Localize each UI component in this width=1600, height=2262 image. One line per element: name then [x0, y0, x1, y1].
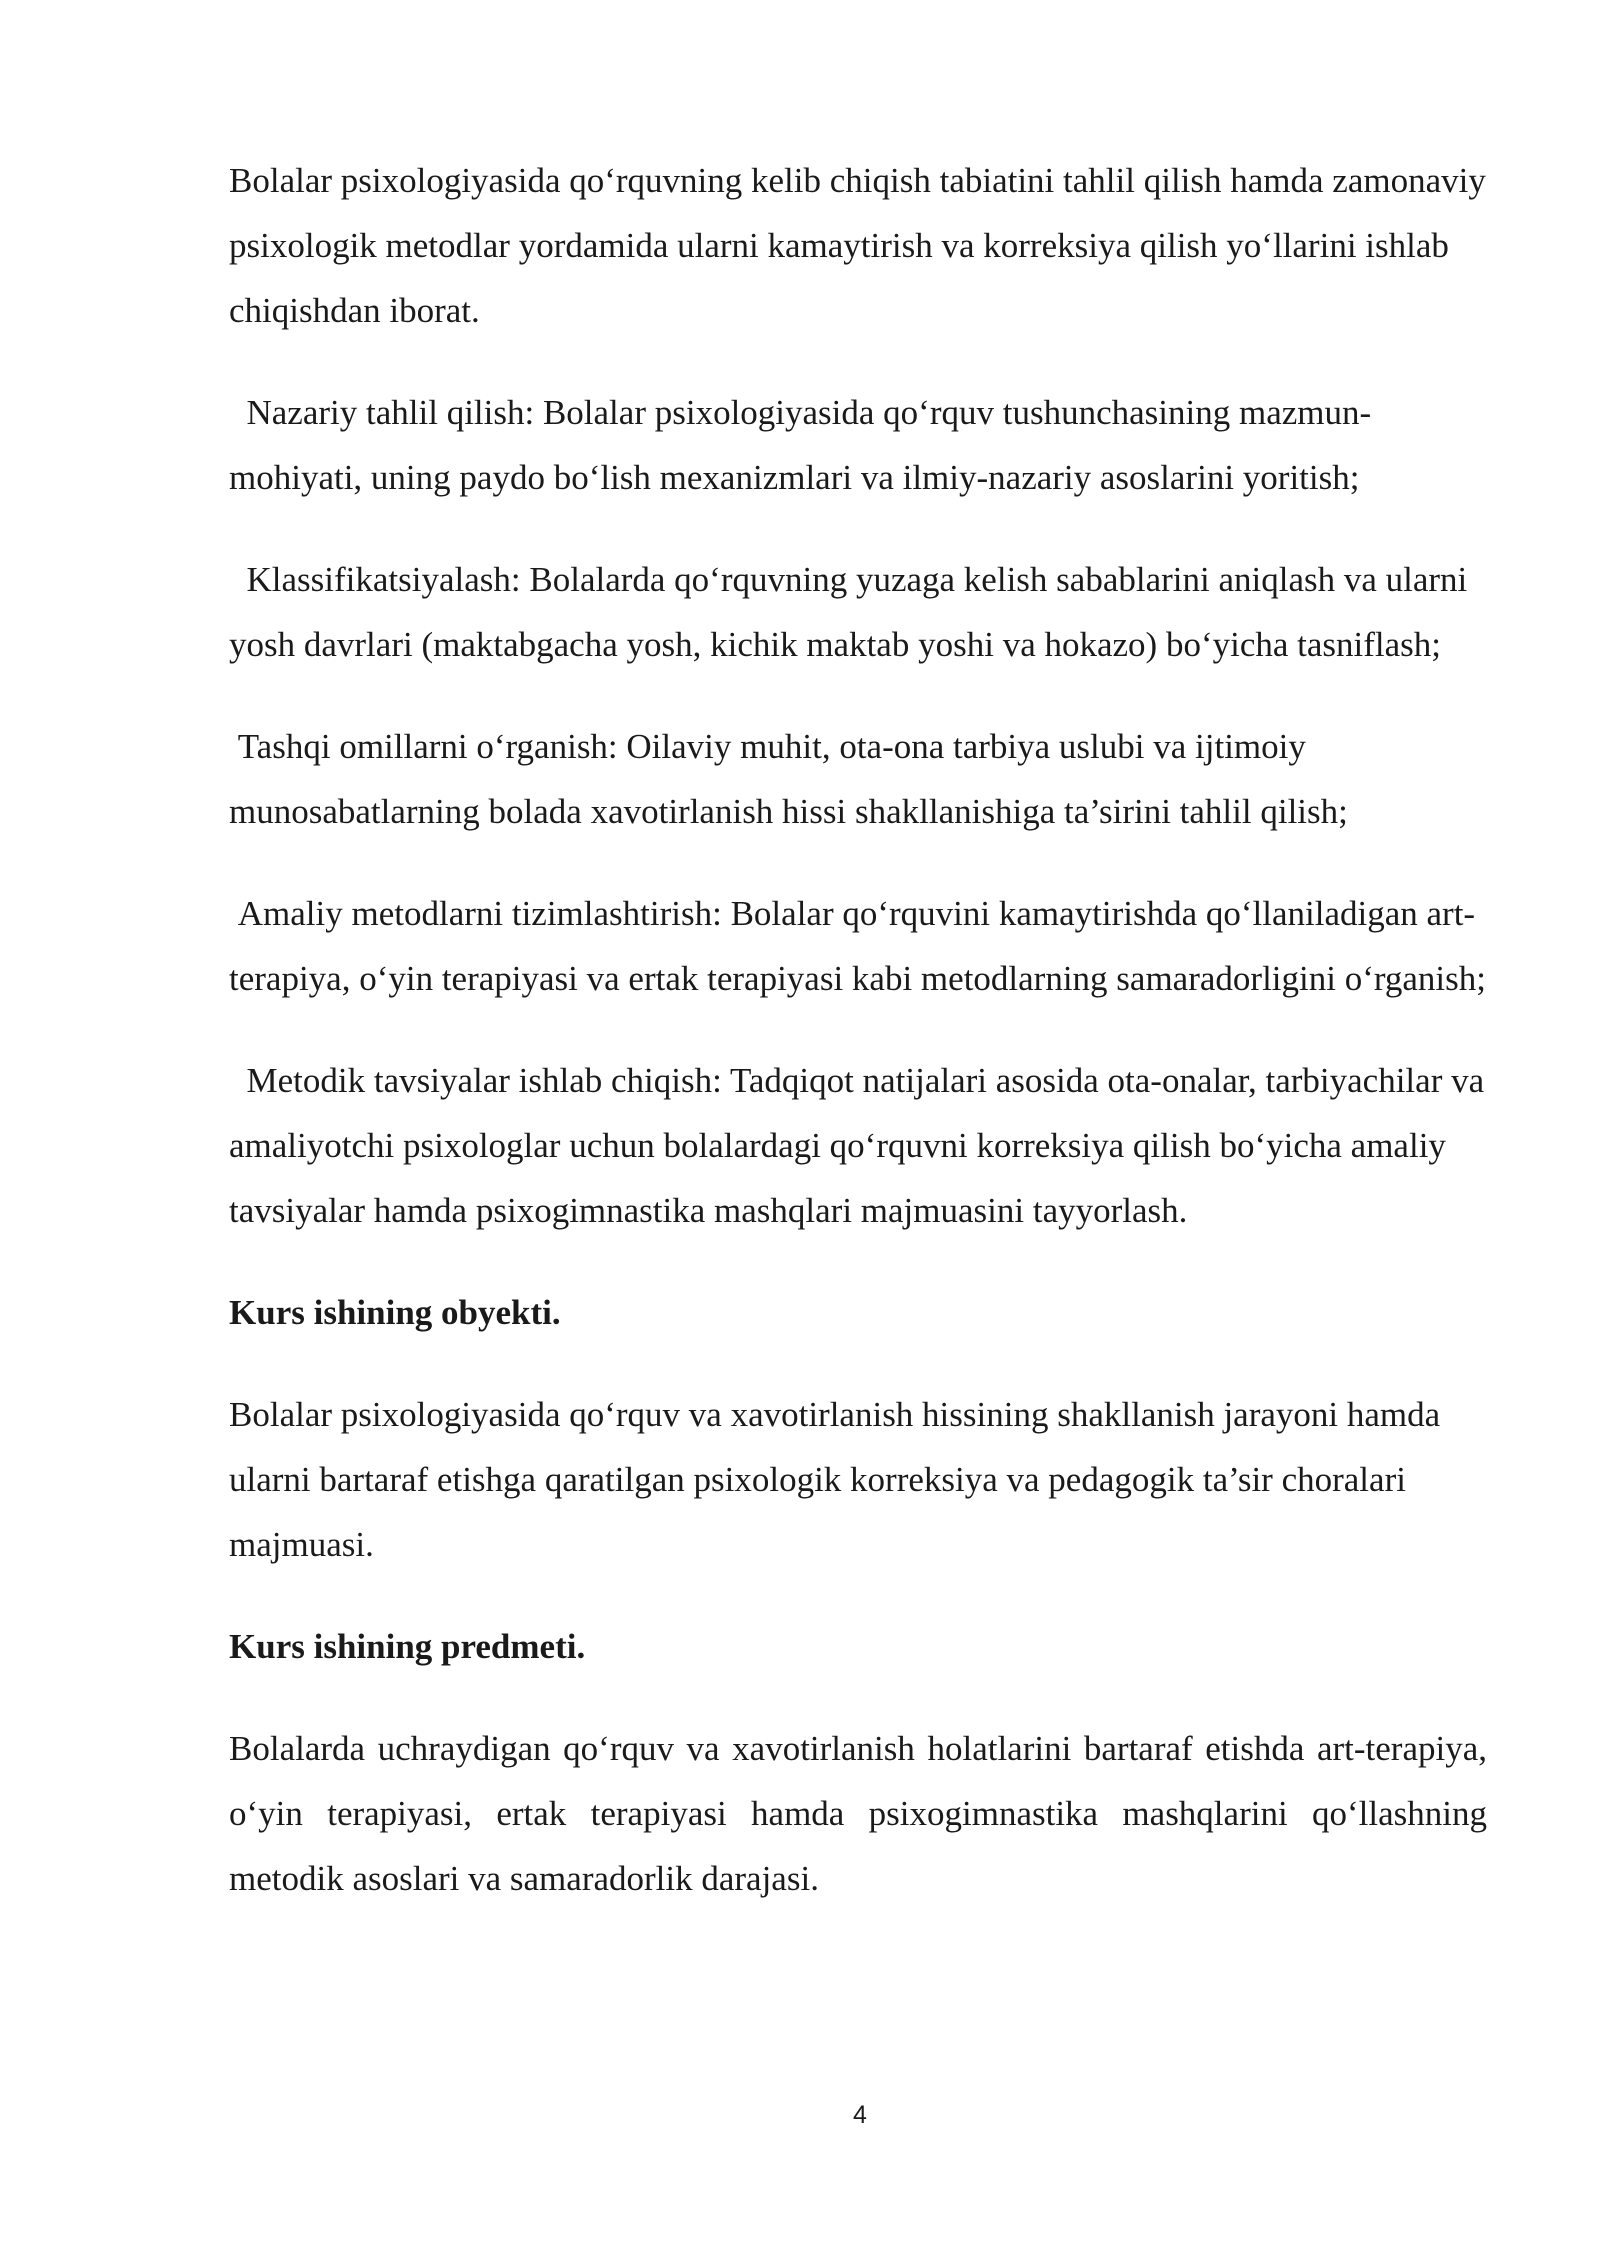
object-paragraph: Bolalar psixologiyasida qo‘rquv va xavotirlanish hissining shakllanish jarayoni hamda ularni bartaraf etishga qaratilgan psixologik korreksiya va pedagogik ta’sir choralari majmuasi.	[229, 1395, 1441, 1564]
task-methodical-recommendations: Metodik tavsiyalar ishlab chiqish: Tadqiqot natijalari asosida ota-onalar, tarbiyachilar va amaliyotchi psixologlar uchun bolalardagi qo‘rquvni korreksiya qilish bo‘yicha amaliy tavsiyalar hamda psixogimnastika mashqlari majmuasini tayyorlash.	[229, 1061, 1493, 1230]
page-content	[229, 148, 1493, 1948]
object-heading: Kurs ishining obyekti.	[229, 1293, 561, 1332]
task-classification: Klassifikatsiyalash: Bolalarda qo‘rquvning yuzaga kelish sabablarini aniqlash va ularni yosh davrlari (maktabgacha yosh, kichik maktab yoshi va hokazo) bo‘yicha tasniflash;	[229, 560, 1477, 664]
task-external-factors: Tashqi omillarni o‘rganish: Oilaviy muhit, ota-ona tarbiya uslubi va ijtimoiy munosabatlarning bolada xavotirlanish hissi shakllanishiga ta’sirini tahlil qilish;	[229, 727, 1348, 831]
task-theoretical-analysis: Nazariy tahlil qilish: Bolalar psixologiyasida qo‘rquv tushunchasining mazmun-mohiyati, uning paydo bo‘lish mexanizmlari va ilmiy-nazariy asoslarini yoritish;	[229, 393, 1372, 497]
page-number: 4	[853, 2101, 867, 2129]
goal-paragraph: Bolalar psixologiyasida qo‘rquvning kelib chiqish tabiatini tahlil qilish hamda zamonaviy psixologik metodlar yordamida ularni kamaytirish va korreksiya qilish yo‘llarini ishlab chiqishdan iborat.	[229, 161, 1486, 330]
task-practical-methods: Amaliy metodlarni tizimlashtirish: Bolalar qo‘rquvini kamaytirishda qo‘llaniladigan art-terapiya, o‘yin terapiyasi va ertak terapiyasi kabi metodlarning samaradorligini o‘rganish;	[229, 894, 1486, 998]
subject-paragraph: Bolalarda uchraydigan qo‘rquv va xavotirlanish holatlarini bartaraf etishda art-terapiya, o‘yin terapiyasi, ertak terapiyasi hamda psixogimnastika mashqlarini qo‘llashning metodik asoslari va samaradorlik darajasi.	[229, 1729, 1487, 1898]
subject-heading: Kurs ishining predmeti.	[229, 1627, 586, 1666]
